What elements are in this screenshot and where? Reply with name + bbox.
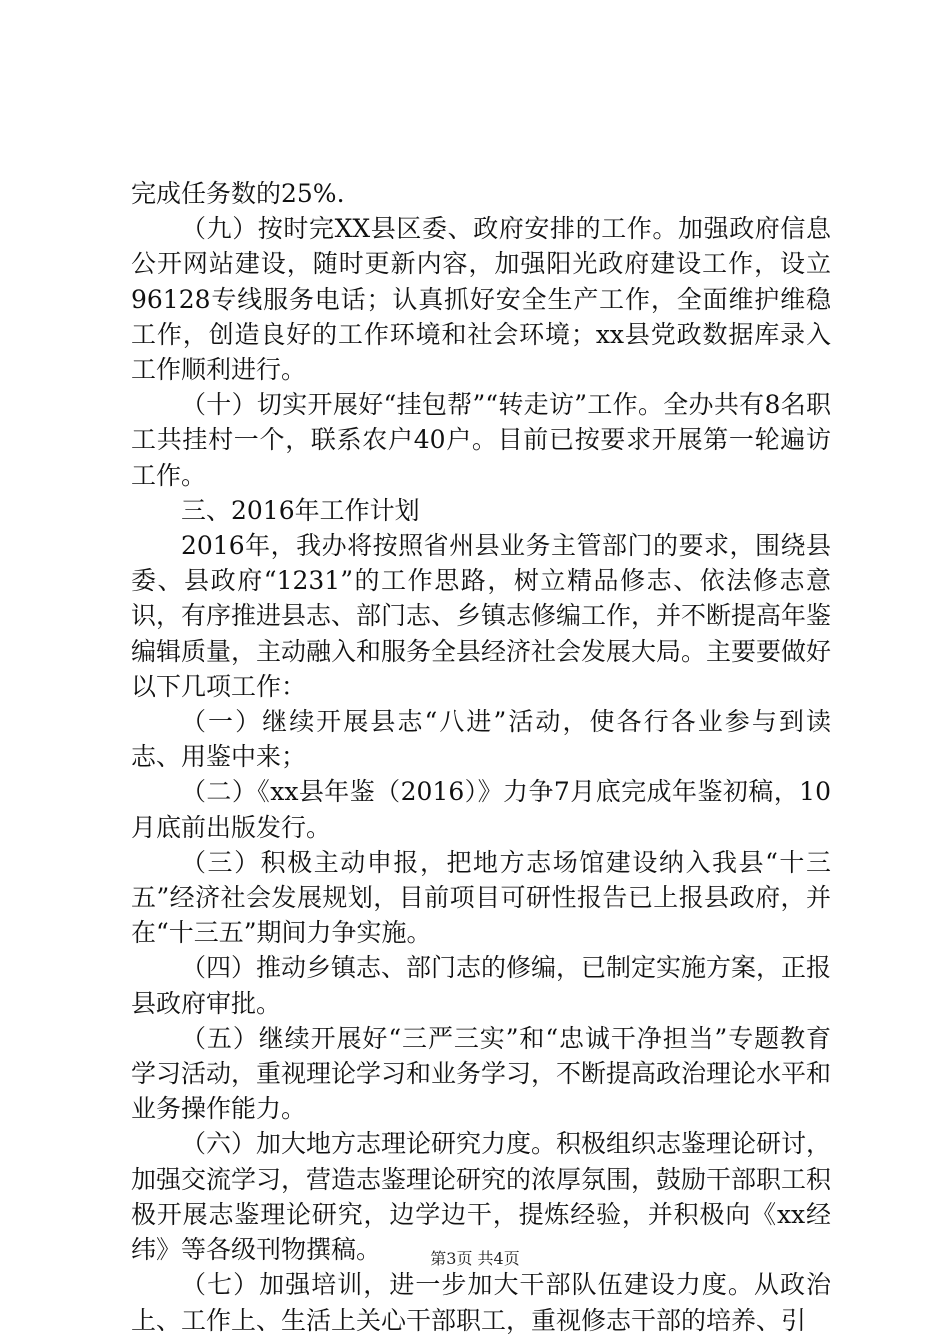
- document-body: [131, 176, 831, 1338]
- section-heading-2016-plan: 三、2016年工作计划: [181, 495, 420, 525]
- paragraph-plan-3: （三）积极主动申报，把地方志场馆建设纳入我县“十三五”经济社会发展规划，目前项目可研性报告已上报县政府，并在“十三五”期间力争实施。: [131, 847, 831, 948]
- paragraph-plan-5: （五）继续开展好“三严三实”和“忠诚干净担当”专题教育学习活动，重视理论学习和业务学习，不断提高政治理论水平和业务操作能力。: [131, 1023, 832, 1124]
- paragraph-item-10: （十）切实开展好“挂包帮”“转走访”工作。全办共有8名职工共挂村一个，联系农户40户。目前已按要求开展第一轮遍访工作。: [131, 390, 831, 490]
- paragraph-plan-7: （七）加强培训，进一步加大干部队伍建设力度。从政治上、工作上、生活上关心干部职工，重视修志干部的培养、引: [131, 1270, 831, 1335]
- paragraph-plan-4: （四）推动乡镇志、部门志的修编，已制定实施方案，正报县政府审批。: [131, 953, 832, 1018]
- page-number: 第3页 共4页: [430, 1249, 520, 1268]
- paragraph-plan-1: （一）继续开展县志“八进”活动，使各行各业参与到读志、用鉴中来；: [131, 707, 831, 772]
- paragraph-item-9: （九）按时完XX县区委、政府安排的工作。加强政府信息公开网站建设，随时更新内容，加强阳光政府建设工作，设立96128专线服务电话；认真抓好安全生产工作，全面维护维稳工作，创造良好的工作环境和社会环境；xx县党政数据库录入工作顺利进行。: [131, 214, 831, 385]
- paragraph-plan-2: （二）《xx县年鉴（2016）》力争7月底完成年鉴初稿，10月底前出版发行。: [131, 777, 831, 842]
- page-footer: [0, 1249, 950, 1269]
- paragraph-continuation: 完成任务数的25%.: [131, 179, 345, 208]
- paragraph-plan-6: （六）加大地方志理论研究力度。积极组织志鉴理论研讨，加强交流学习，营造志鉴理论研究的浓厚氛围，鼓励干部职工积极开展志鉴理论研究，边学边干，提炼经验，并积极向《xx经纬》等各级刊物撰稿。: [131, 1129, 832, 1265]
- paragraph-plan-intro: 2016年，我办将按照省州县业务主管部门的要求，围绕县委、县政府“1231”的工作思路，树立精品修志、依法修志意识，有序推进县志、部门志、乡镇志修编工作，并不断提高年鉴编辑质量，主动融入和服务全县经济社会发展大局。主要要做好以下几项工作：: [131, 531, 832, 701]
